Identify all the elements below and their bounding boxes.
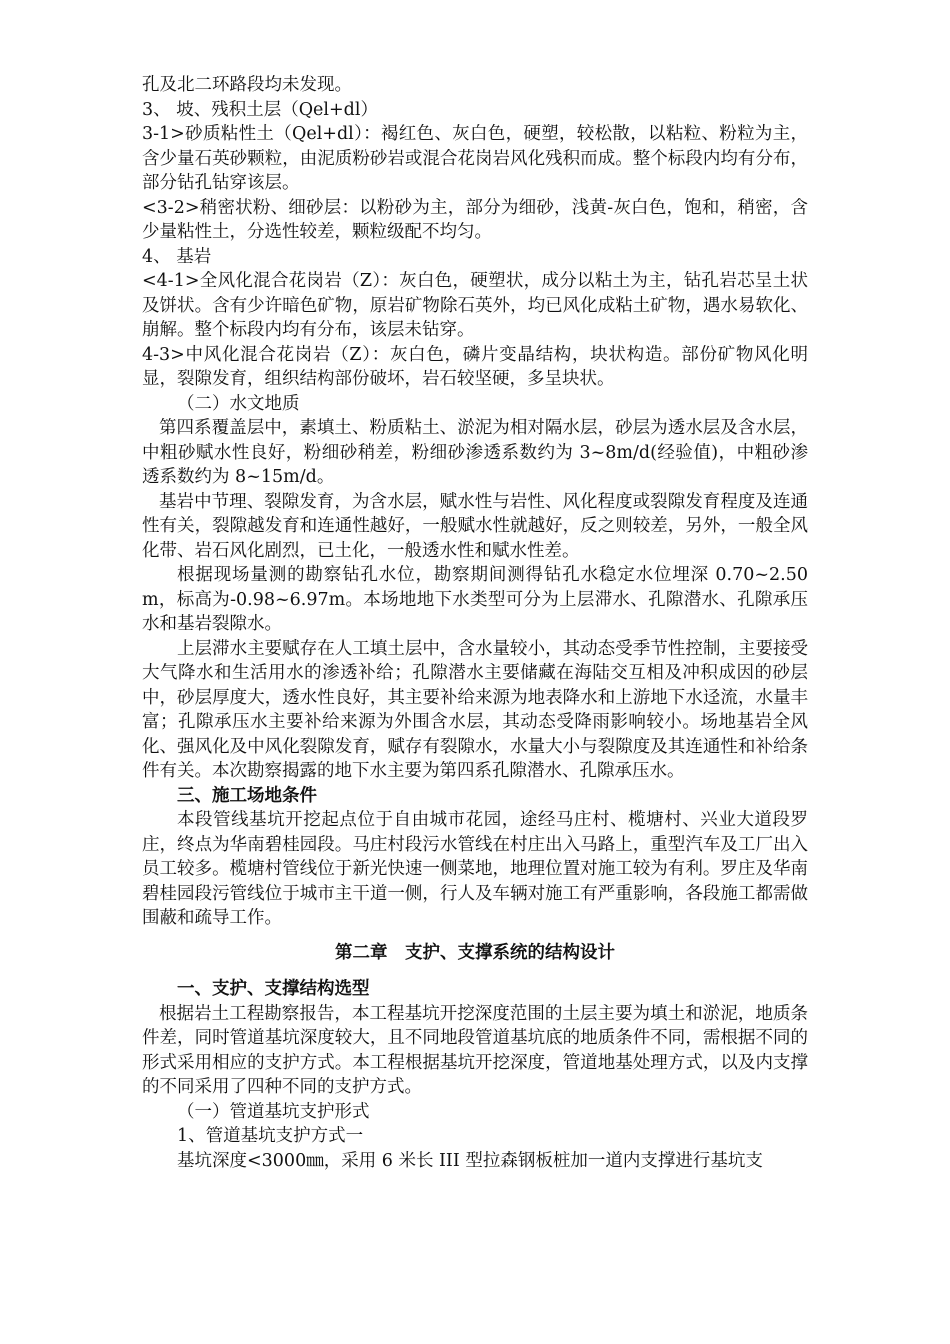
paragraph: 根据岩土工程勘察报告，本工程基坑开挖深度范围的土层主要为填土和淤泥，地质条件差，同时管道基坑深度较大，且不同地段管道基坑底的地质条件不同，需根据不同的形式采用相应的支护方式。本工程根据基坑开挖深度，管道地基处理方式，以及内支撑的不同采用了四种不同的支护方式。	[142, 1003, 808, 1097]
paragraph: 根据现场量测的勘察钻孔水位，勘察期间测得钻孔水稳定水位埋深 0.70~2.50m，标高为-0.98~6.97m。本场地地下水类型可分为上层滞水、孔隙潜水、孔隙承压水和基岩裂隙水。	[142, 565, 808, 634]
subsection-heading: （一）管道基坑支护形式	[177, 1101, 370, 1122]
paragraph: <3-2>稍密状粉、细砂层：以粉砂为主，部分为细砂，浅黄-灰白色，饱和，稍密，含少量粘性土，分选性较差，颗粒级配不均匀。	[142, 197, 808, 242]
section-heading: 4、 基岩	[142, 246, 212, 267]
paragraph: 4-3>中风化混合花岗岩（Z）：灰白色，磷片变晶结构，块状构造。部份矿物风化明显，裂隙发育，组织结构部份破坏，岩石较坚硬，多呈块状。	[142, 344, 808, 389]
paragraph: 基岩中节理、裂隙发育，为含水层，赋水性与岩性、风化程度或裂隙发育程度及连通性有关，裂隙越发育和连通性越好，一般赋水性就越好，反之则较差，另外，一般全风化带、岩石风化剧烈，已土化，一般透水性和赋水性差。	[142, 491, 808, 561]
subsection-heading: （二）水文地质	[177, 393, 300, 414]
paragraph: 3-1>砂质粘性土（Qel+dl）：褐红色、灰白色，硬塑，较松散，以粘粒、粉粒为主，含少量石英砂颗粒，由泥质粉砂岩或混合花岗岩风化残积而成。整个标段内均有分布，部分钻孔钻穿该层。	[142, 124, 808, 193]
paragraph: 基坑深度<3000㎜，采用 6 米长 III 型拉森钢板桩加一道内支撑进行基坑支	[177, 1150, 763, 1171]
chapter-title: 第二章 支护、支撑系统的结构设计	[335, 942, 615, 963]
paragraph: <4-1>全风化混合花岗岩（Z）：灰白色，硬塑状，成分以粘土为主，钻孔岩芯呈土状及饼状。含有少许暗色矿物，原岩矿物除石英外，均已风化成粘土矿物，遇水易软化、崩解。整个标段内均有分布，该层未钻穿。	[142, 271, 808, 340]
section-heading: 三、施工场地条件	[177, 785, 317, 806]
paragraph: 上层滞水主要赋存在人工填土层中，含水量较小，其动态受季节性控制，主要接受大气降水和生活用水的渗透补给；孔隙潜水主要储藏在海陆交互相及冲积成因的砂层中，砂层厚度大，透水性良好，其主要补给来源为地表降水和上游地下水迳流，水量丰富；孔隙承压水主要补给来源为外围含水层，其动态受降雨影响较小。场地基岩全风化、强风化及中风化裂隙发育，赋存有裂隙水，水量大小与裂隙度及其连通性和补给条件有关。本次勘察揭露的地下水主要为第四系孔隙潜水、孔隙承压水。	[142, 638, 808, 781]
body-text	[142, 73, 808, 1173]
paragraph: 本段管线基坑开挖起点位于自由城市花园，途经马庄村、榄塘村、兴业大道段罗庄，终点为华南碧桂园段。马庄村段污水管线在村庄出入马路上，重型汽车及工厂出入员工较多。榄塘村管线位于新光快速一侧菜地，地理位置对施工较为有利。罗庄及华南碧桂园段污管线位于城市主干道一侧，行人及车辆对施工有严重影响，各段施工都需做围蔽和疏导工作。	[142, 810, 808, 928]
section-heading: 3、 坡、残积土层（Qel+dl）	[142, 99, 378, 120]
subsection-heading: 1、管道基坑支护方式一	[177, 1126, 364, 1146]
section-heading: 一、支护、支撑结构选型	[177, 979, 370, 999]
paragraph: 第四系覆盖层中，素填土、粉质粘土、淤泥为相对隔水层，砂层为透水层及含水层，中粗砂赋水性良好，粉细砂稍差，粉细砂渗透系数约为 3~8m/d(经验值)，中粗砂渗透系数约为 8~15m/d。	[142, 418, 808, 487]
paragraph: 孔及北二环路段均未发现。	[142, 75, 352, 95]
